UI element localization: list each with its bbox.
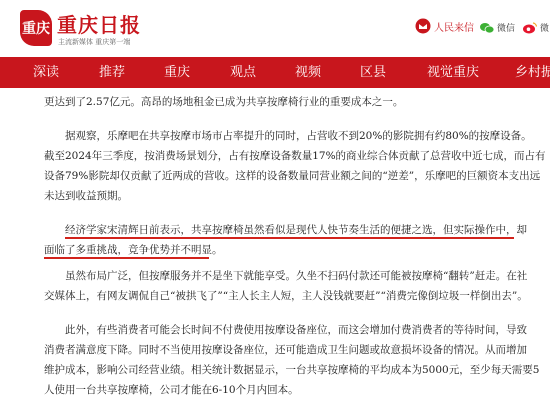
nav-item-opinion[interactable]: 观点 bbox=[230, 65, 257, 80]
highlight-underline bbox=[65, 237, 514, 239]
article-line: 人使用一台共享按摩椅，公司才能在6-10个月内回本。 bbox=[44, 384, 299, 396]
people-letter-link[interactable] bbox=[415, 18, 474, 34]
article-line: 消费者满意度下降。同时不当使用按摩设备座位，还可能造成卫生问题或故意损坏设备的情况。从而增加 bbox=[44, 344, 527, 356]
nav-item-rural[interactable]: 乡村振 bbox=[515, 65, 554, 80]
weibo-icon bbox=[523, 22, 537, 34]
article-line: 更达到了2.57亿元。高昂的场地租金已成为共享按摩椅行业的重要成本之一。 bbox=[44, 96, 404, 108]
wechat-icon bbox=[480, 22, 494, 34]
article-line: 截至2024年三季度，按消费场景划分，占有按摩设备数量17%的商业综合体贡献了总营收中近七成，而占有 bbox=[44, 150, 546, 162]
article-line: 虽然布局广泛，但按摩服务并不是坐下就能享受。久坐不扫码付款还可能被按摩椅“翻转”赶走。在社 bbox=[65, 270, 528, 282]
article-line: 据观察，乐摩吧在共享按摩市场市占率提升的同时，占营收不到20%的影院拥有约80%的按摩设备。 bbox=[65, 130, 532, 142]
nav-item-deep-read[interactable]: 深读 bbox=[33, 65, 60, 80]
nav-item-chongqing[interactable]: 重庆 bbox=[164, 65, 191, 80]
logo-seal[interactable]: 重庆 bbox=[20, 10, 52, 46]
article-line: 交媒体上，有网友调侃自己“被拱飞了”“主人长主人短，主人没钱就要赶”“消费完像倒垃圾一样倒出去”。 bbox=[44, 290, 528, 302]
nav-item-recommend[interactable]: 推荐 bbox=[99, 65, 126, 80]
people-letter-label: 人民来信 bbox=[434, 22, 474, 34]
weibo-label: 微 bbox=[540, 24, 550, 34]
article-line: 未达到收益预期。 bbox=[44, 190, 128, 202]
article-line: 维护成本，影响公司经营业绩。相关统计数据显示，一台共享按摩椅的平均成本为5000元，至少每天需要5 bbox=[44, 364, 540, 376]
nav-item-visual-chongqing[interactable]: 视觉重庆 bbox=[427, 65, 480, 80]
article-line: 面临了多重挑战，竞争优势并不明显。 bbox=[44, 244, 223, 256]
wechat-link[interactable] bbox=[480, 21, 515, 34]
highlight-underline bbox=[44, 257, 209, 259]
wechat-label: 微信 bbox=[497, 24, 516, 34]
article-line: 经济学家宋清辉日前表示，共享按摩椅虽然看似是现代人快节奏生活的便捷之选，但实际操作中，却 bbox=[65, 224, 527, 236]
logo-slogan: 主流新媒体 重庆第一端 bbox=[58, 38, 131, 46]
article-line: 此外，有些消费者可能会长时间不付费使用按摩设备座位，而这会增加付费消费者的等待时间，导致 bbox=[65, 324, 527, 336]
people-letter-icon bbox=[415, 18, 431, 34]
logo-name[interactable]: 重庆日报 bbox=[57, 13, 141, 37]
weibo-link[interactable] bbox=[523, 21, 549, 34]
main-nav bbox=[0, 57, 554, 88]
article-line: 设备79%影院却仅贡献了近两成的营收。这样的设备数量同营业额之间的“逆差”，乐摩吧的巨额资本支出远 bbox=[44, 170, 541, 182]
nav-item-video[interactable]: 视频 bbox=[295, 65, 322, 80]
site-header bbox=[0, 0, 550, 57]
nav-item-districts[interactable]: 区县 bbox=[360, 65, 387, 80]
